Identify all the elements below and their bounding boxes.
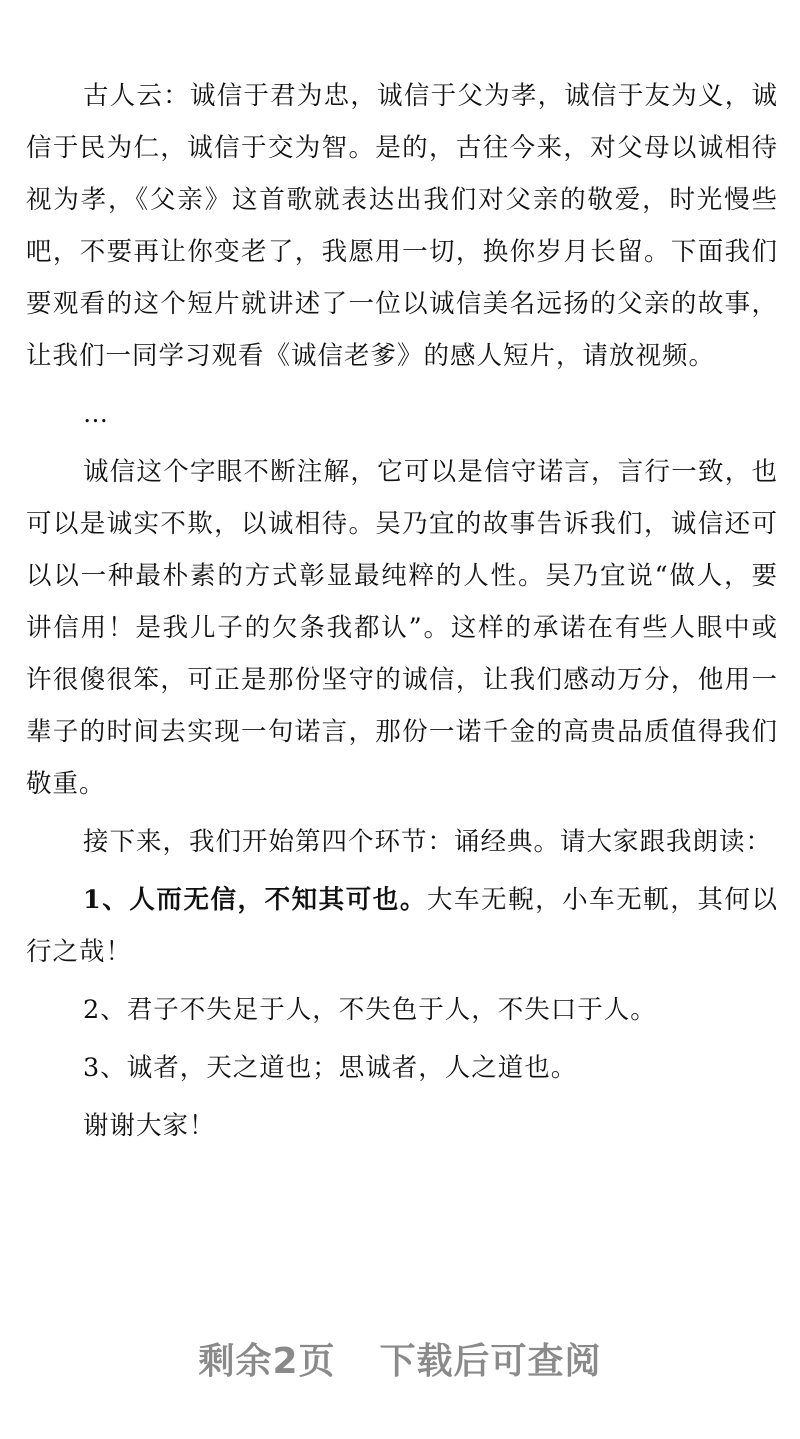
paragraph-recitation-intro: 接下来，我们开始第四个环节：诵经典。请大家跟我朗读： xyxy=(83,827,773,857)
recitation-item-3: 3、诚者，天之道也；思诚者，人之道也。 xyxy=(83,1053,578,1083)
closing-line: 谢谢大家！ xyxy=(83,1111,216,1141)
item-1-rest: 大车无輗，小车无軏，其何以行之哉！ xyxy=(26,885,778,967)
paragraph-integrity: 诚信这个字眼不断注解，它可以是信守诺言，言行一致，也可以是诚实不欺，以诚相待。吴乃宜的故事告诉我们，诚信还可以以一种最朴素的方式彰显最纯粹的人性。吴乃宜说“做人，要讲信用！是我儿子的欠条我都认”。这样的承诺在有些人眼中或许很傻很笨，可正是那份坚守的诚信，让我们感动万分，他用一辈子的时间去实现一句诺言，那份一诺千金的高贵品质值得我们敬重。 xyxy=(26,457,778,799)
paragraph-intro: 古人云：诚信于君为忠，诚信于父为孝，诚信于友为义，诚信于民为仁，诚信于交为智。是的，古往今来，对父母以诚相待视为孝，《父亲》这首歌就表达出我们对父亲的敬爱，时光慢些吧，不要再让你变老了，我愿用一切，换你岁月长留。下面我们要观看的这个短片就讲述了一位以诚信美名远扬的父亲的故事，让我们一同学习观看《诚信老爹》的感人短片，请放视频。 xyxy=(26,81,778,371)
recitation-item-1 xyxy=(26,874,778,978)
ellipsis: … xyxy=(83,399,108,428)
download-hint-label[interactable]: 下载后可查阅 xyxy=(379,1341,602,1382)
document-body xyxy=(26,70,778,1152)
item-1-number: 1、 xyxy=(83,885,130,915)
recitation-item-2: 2、君子不失足于人，不失色于人，不失口于人。 xyxy=(83,995,657,1025)
item-1-bold-quote: 人而无信，不知其可也。 xyxy=(129,885,427,915)
download-banner[interactable] xyxy=(0,1332,800,1392)
remaining-pages-label: 剩余2页 xyxy=(198,1341,336,1382)
